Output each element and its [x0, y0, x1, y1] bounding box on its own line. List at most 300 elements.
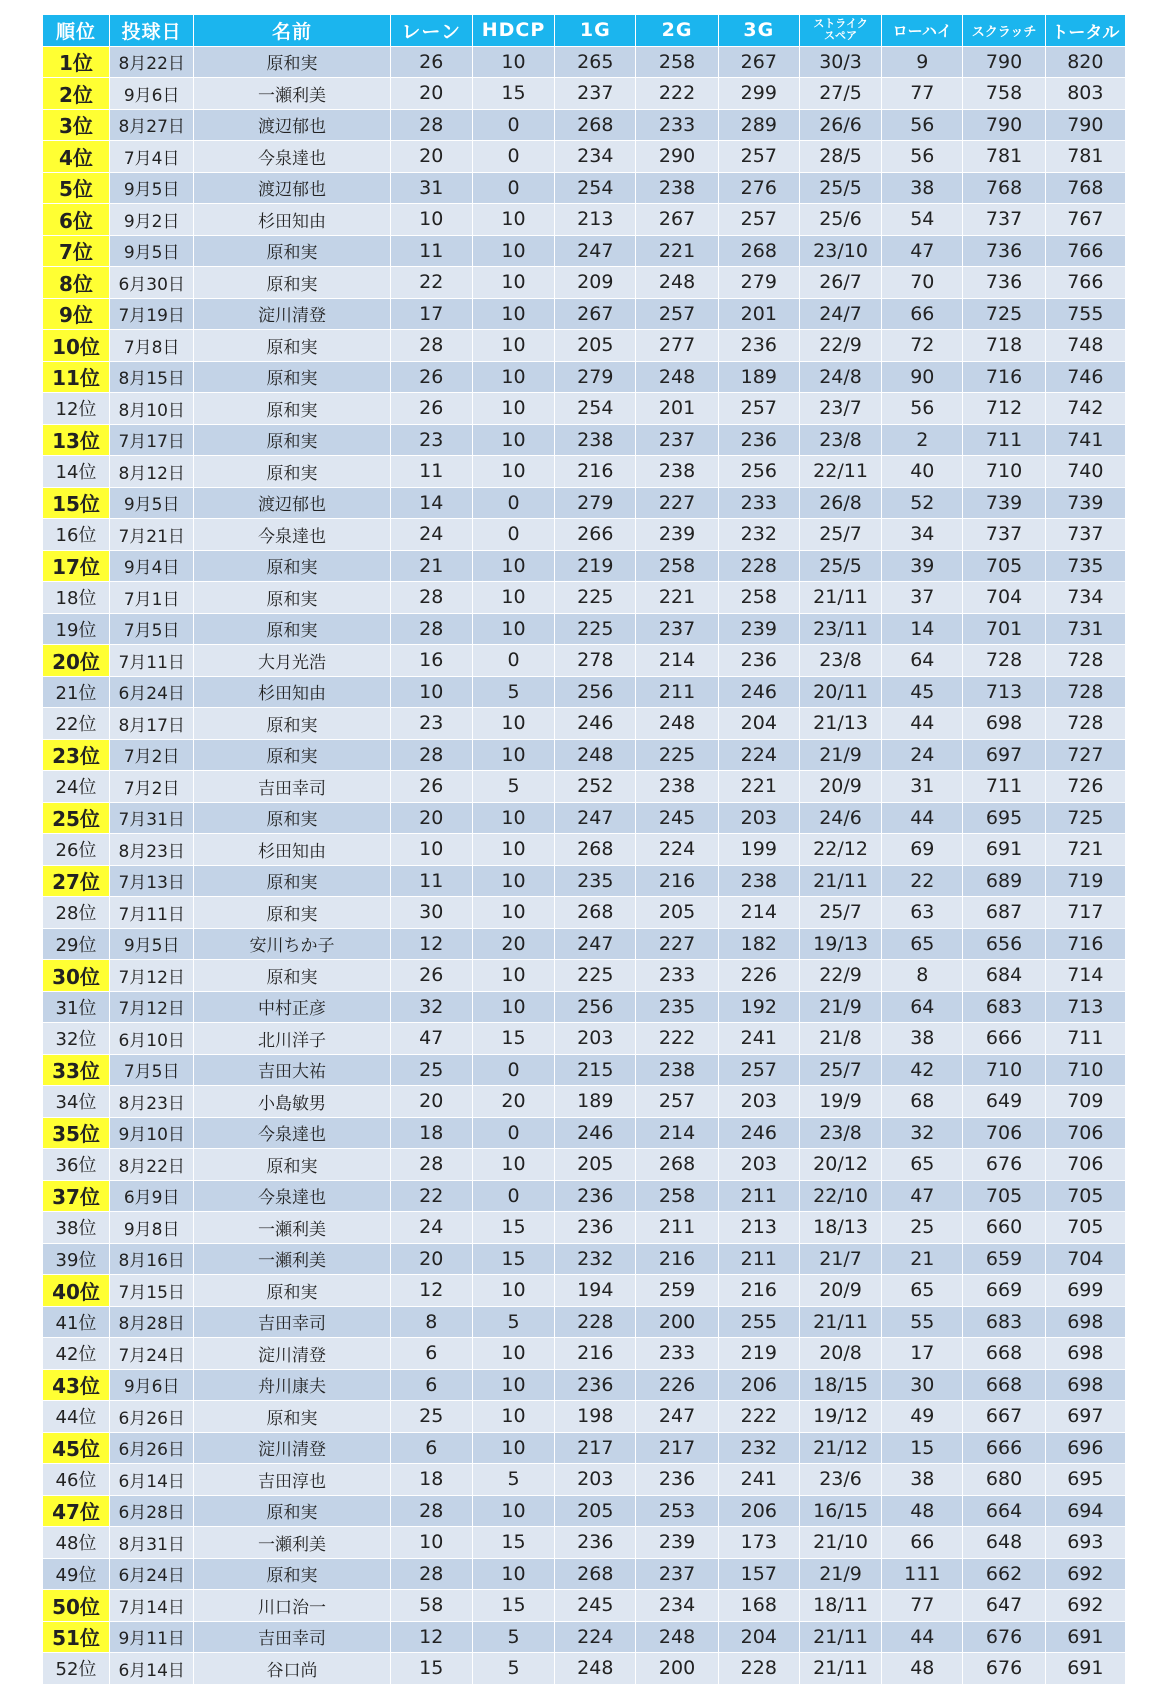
date-cell: 7月12日 — [109, 991, 193, 1023]
name-cell: 原和実 — [194, 582, 390, 614]
low-high-cell: 22 — [882, 865, 963, 897]
date-cell: 9月10日 — [109, 1117, 193, 1149]
rank-cell: 23位 — [43, 739, 109, 771]
name-cell: 今泉達也 — [194, 1117, 390, 1149]
hdcp-cell: 10 — [472, 267, 554, 299]
total-cell: 742 — [1045, 393, 1125, 425]
total-cell: 766 — [1045, 267, 1125, 299]
table-row — [43, 1054, 1126, 1086]
scratch-cell: 701 — [963, 613, 1045, 645]
rank-cell: 5位 — [43, 172, 109, 204]
name-cell: 原和実 — [194, 550, 390, 582]
date-cell: 6月9日 — [109, 1180, 193, 1212]
hdcp-cell: 0 — [472, 1054, 554, 1086]
hdcp-cell: 5 — [472, 676, 554, 708]
game-3-cell: 173 — [718, 1527, 799, 1559]
hdcp-cell: 0 — [472, 487, 554, 519]
table-row — [43, 865, 1126, 897]
game-3-cell: 268 — [718, 235, 799, 267]
game-3-cell: 203 — [718, 1149, 799, 1181]
strike-spare-cell: 20/8 — [799, 1338, 881, 1370]
total-cell: 717 — [1045, 897, 1125, 929]
table-row — [43, 172, 1126, 204]
strike-spare-cell: 22/9 — [799, 960, 881, 992]
date-cell: 6月28日 — [109, 1495, 193, 1527]
name-cell: 原和実 — [194, 267, 390, 299]
strike-spare-cell: 22/9 — [799, 330, 881, 362]
strike-spare-cell: 21/9 — [799, 991, 881, 1023]
scratch-cell: 718 — [963, 330, 1045, 362]
hdcp-cell: 20 — [472, 1086, 554, 1118]
total-cell: 709 — [1045, 1086, 1125, 1118]
game-2-cell: 216 — [636, 1243, 718, 1275]
strike-spare-cell: 20/9 — [799, 1275, 881, 1307]
game-3-cell: 236 — [718, 645, 799, 677]
strike-spare-cell: 25/5 — [799, 172, 881, 204]
total-cell: 790 — [1045, 109, 1125, 141]
game-1-cell: 228 — [555, 1306, 636, 1338]
game-2-cell: 258 — [636, 1180, 718, 1212]
name-cell: 吉田幸司 — [194, 771, 390, 803]
game-3-cell: 258 — [718, 582, 799, 614]
table-row — [43, 393, 1126, 425]
low-high-cell: 47 — [882, 235, 963, 267]
game-1-cell: 216 — [555, 456, 636, 488]
header-game-1: 1G — [555, 15, 636, 46]
game-2-cell: 227 — [636, 928, 718, 960]
date-cell: 7月11日 — [109, 645, 193, 677]
total-cell: 692 — [1045, 1558, 1125, 1590]
rank-cell: 46位 — [43, 1464, 109, 1496]
table-row — [43, 1306, 1126, 1338]
low-high-cell: 65 — [882, 928, 963, 960]
game-1-cell: 237 — [555, 78, 636, 110]
hdcp-cell: 10 — [472, 708, 554, 740]
name-cell: 杉田知由 — [194, 834, 390, 866]
game-1-cell: 279 — [555, 361, 636, 393]
strike-spare-cell: 21/12 — [799, 1432, 881, 1464]
total-cell: 692 — [1045, 1590, 1125, 1622]
low-high-cell: 44 — [882, 708, 963, 740]
game-1-cell: 225 — [555, 582, 636, 614]
game-3-cell: 224 — [718, 739, 799, 771]
lane-cell: 20 — [390, 141, 472, 173]
strike-spare-cell: 22/12 — [799, 834, 881, 866]
game-1-cell: 254 — [555, 393, 636, 425]
total-cell: 728 — [1045, 645, 1125, 677]
game-2-cell: 200 — [636, 1653, 718, 1685]
low-high-cell: 42 — [882, 1054, 963, 1086]
header-scratch: スクラッチ — [963, 15, 1045, 46]
low-high-cell: 40 — [882, 456, 963, 488]
hdcp-cell: 10 — [472, 235, 554, 267]
rank-cell: 2位 — [43, 78, 109, 110]
game-2-cell: 248 — [636, 1621, 718, 1653]
strike-spare-cell: 21/13 — [799, 708, 881, 740]
total-cell: 706 — [1045, 1117, 1125, 1149]
total-cell: 710 — [1045, 1054, 1125, 1086]
rank-cell: 44位 — [43, 1401, 109, 1433]
game-1-cell: 254 — [555, 172, 636, 204]
table-row — [43, 1338, 1126, 1370]
date-cell: 8月23日 — [109, 1086, 193, 1118]
lane-cell: 11 — [390, 456, 472, 488]
table-row — [43, 991, 1126, 1023]
game-3-cell: 246 — [718, 676, 799, 708]
scratch-cell: 691 — [963, 834, 1045, 866]
low-high-cell: 39 — [882, 550, 963, 582]
low-high-cell: 77 — [882, 78, 963, 110]
total-cell: 691 — [1045, 1621, 1125, 1653]
table-row — [43, 1558, 1126, 1590]
lane-cell: 11 — [390, 235, 472, 267]
game-1-cell: 247 — [555, 235, 636, 267]
table-row — [43, 1653, 1126, 1685]
name-cell: 原和実 — [194, 739, 390, 771]
game-3-cell: 256 — [718, 456, 799, 488]
low-high-cell: 38 — [882, 1023, 963, 1055]
date-cell: 8月23日 — [109, 834, 193, 866]
table-row — [43, 1590, 1126, 1622]
scratch-cell: 660 — [963, 1212, 1045, 1244]
header-rank: 順位 — [43, 15, 109, 46]
total-cell: 714 — [1045, 960, 1125, 992]
low-high-cell: 47 — [882, 1180, 963, 1212]
total-cell: 731 — [1045, 613, 1125, 645]
lane-cell: 12 — [390, 1621, 472, 1653]
date-cell: 8月17日 — [109, 708, 193, 740]
date-cell: 8月22日 — [109, 1149, 193, 1181]
hdcp-cell: 10 — [472, 1369, 554, 1401]
hdcp-cell: 15 — [472, 1527, 554, 1559]
date-cell: 8月12日 — [109, 456, 193, 488]
hdcp-cell: 10 — [472, 424, 554, 456]
rank-cell: 21位 — [43, 676, 109, 708]
low-high-cell: 111 — [882, 1558, 963, 1590]
table-row — [43, 1369, 1126, 1401]
rank-cell: 27位 — [43, 865, 109, 897]
table-row — [43, 1117, 1126, 1149]
low-high-cell: 55 — [882, 1306, 963, 1338]
table-row — [43, 897, 1126, 929]
game-3-cell: 204 — [718, 1621, 799, 1653]
game-2-cell: 277 — [636, 330, 718, 362]
table-row — [43, 424, 1126, 456]
game-3-cell: 228 — [718, 550, 799, 582]
scratch-cell: 676 — [963, 1149, 1045, 1181]
game-2-cell: 211 — [636, 1212, 718, 1244]
game-3-cell: 257 — [718, 393, 799, 425]
scratch-cell: 668 — [963, 1338, 1045, 1370]
game-3-cell: 233 — [718, 487, 799, 519]
date-cell: 8月28日 — [109, 1306, 193, 1338]
total-cell: 719 — [1045, 865, 1125, 897]
scratch-cell: 684 — [963, 960, 1045, 992]
table-row — [43, 1086, 1126, 1118]
scratch-cell: 737 — [963, 204, 1045, 236]
table-row — [43, 550, 1126, 582]
scratch-cell: 705 — [963, 550, 1045, 582]
scratch-cell: 669 — [963, 1275, 1045, 1307]
scratch-cell: 790 — [963, 109, 1045, 141]
date-cell: 8月16日 — [109, 1243, 193, 1275]
table-row — [43, 1621, 1126, 1653]
scratch-cell: 737 — [963, 519, 1045, 551]
game-3-cell: 199 — [718, 834, 799, 866]
name-cell: 原和実 — [194, 330, 390, 362]
game-3-cell: 226 — [718, 960, 799, 992]
name-cell: 一瀬利美 — [194, 1527, 390, 1559]
strike-spare-cell: 19/12 — [799, 1401, 881, 1433]
lane-cell: 26 — [390, 960, 472, 992]
strike-spare-cell: 23/8 — [799, 645, 881, 677]
game-1-cell: 213 — [555, 204, 636, 236]
hdcp-cell: 10 — [472, 393, 554, 425]
hdcp-cell: 10 — [472, 46, 554, 78]
rank-cell: 18位 — [43, 582, 109, 614]
lane-cell: 26 — [390, 771, 472, 803]
game-3-cell: 241 — [718, 1464, 799, 1496]
name-cell: 今泉達也 — [194, 519, 390, 551]
game-1-cell: 232 — [555, 1243, 636, 1275]
rank-cell: 7位 — [43, 235, 109, 267]
date-cell: 8月15日 — [109, 361, 193, 393]
strike-spare-cell: 16/15 — [799, 1495, 881, 1527]
lane-cell: 30 — [390, 897, 472, 929]
game-2-cell: 236 — [636, 1464, 718, 1496]
strike-spare-cell: 20/9 — [799, 771, 881, 803]
scratch-cell: 695 — [963, 802, 1045, 834]
game-2-cell: 200 — [636, 1306, 718, 1338]
lane-cell: 8 — [390, 1306, 472, 1338]
game-1-cell: 266 — [555, 519, 636, 551]
date-cell: 6月14日 — [109, 1464, 193, 1496]
table-row — [43, 1401, 1126, 1433]
lane-cell: 26 — [390, 393, 472, 425]
hdcp-cell: 0 — [472, 1180, 554, 1212]
table-row — [43, 739, 1126, 771]
game-2-cell: 248 — [636, 708, 718, 740]
total-cell: 721 — [1045, 834, 1125, 866]
total-cell: 755 — [1045, 298, 1125, 330]
scratch-cell: 758 — [963, 78, 1045, 110]
rank-cell: 32位 — [43, 1023, 109, 1055]
name-cell: 原和実 — [194, 1401, 390, 1433]
rank-cell: 8位 — [43, 267, 109, 299]
name-cell: 杉田知由 — [194, 676, 390, 708]
strike-spare-cell: 24/8 — [799, 361, 881, 393]
scratch-cell: 656 — [963, 928, 1045, 960]
table-row — [43, 928, 1126, 960]
name-cell: 原和実 — [194, 1558, 390, 1590]
rank-cell: 37位 — [43, 1180, 109, 1212]
rank-cell: 6位 — [43, 204, 109, 236]
total-cell: 739 — [1045, 487, 1125, 519]
lane-cell: 23 — [390, 708, 472, 740]
game-1-cell: 235 — [555, 865, 636, 897]
game-3-cell: 203 — [718, 802, 799, 834]
game-3-cell: 241 — [718, 1023, 799, 1055]
lane-cell: 22 — [390, 1180, 472, 1212]
hdcp-cell: 0 — [472, 519, 554, 551]
game-2-cell: 214 — [636, 645, 718, 677]
total-cell: 766 — [1045, 235, 1125, 267]
hdcp-cell: 5 — [472, 1464, 554, 1496]
total-cell: 735 — [1045, 550, 1125, 582]
game-1-cell: 205 — [555, 1149, 636, 1181]
date-cell: 7月5日 — [109, 1054, 193, 1086]
strike-spare-cell: 25/7 — [799, 1054, 881, 1086]
lane-cell: 10 — [390, 834, 472, 866]
game-3-cell: 228 — [718, 1653, 799, 1685]
low-high-cell: 44 — [882, 802, 963, 834]
table-row — [43, 645, 1126, 677]
header-date: 投球日 — [109, 15, 193, 46]
hdcp-cell: 10 — [472, 960, 554, 992]
date-cell: 7月2日 — [109, 739, 193, 771]
game-3-cell: 213 — [718, 1212, 799, 1244]
table-row — [43, 1243, 1126, 1275]
date-cell: 9月5日 — [109, 487, 193, 519]
header-lane: レーン — [390, 15, 472, 46]
strike-spare-cell: 26/6 — [799, 109, 881, 141]
strike-spare-cell: 24/7 — [799, 298, 881, 330]
name-cell: 原和実 — [194, 960, 390, 992]
name-cell: 原和実 — [194, 865, 390, 897]
name-cell: 原和実 — [194, 708, 390, 740]
game-2-cell: 237 — [636, 424, 718, 456]
low-high-cell: 66 — [882, 298, 963, 330]
date-cell: 6月26日 — [109, 1401, 193, 1433]
game-3-cell: 289 — [718, 109, 799, 141]
lane-cell: 28 — [390, 109, 472, 141]
strike-spare-cell: 23/8 — [799, 424, 881, 456]
strike-spare-cell: 21/11 — [799, 865, 881, 897]
strike-spare-cell: 25/7 — [799, 519, 881, 551]
rank-cell: 22位 — [43, 708, 109, 740]
strike-spare-cell: 22/10 — [799, 1180, 881, 1212]
rank-cell: 47位 — [43, 1495, 109, 1527]
rank-cell: 20位 — [43, 645, 109, 677]
lane-cell: 28 — [390, 1558, 472, 1590]
lane-cell: 28 — [390, 613, 472, 645]
game-2-cell: 290 — [636, 141, 718, 173]
date-cell: 7月14日 — [109, 1590, 193, 1622]
game-2-cell: 248 — [636, 267, 718, 299]
hdcp-cell: 5 — [472, 771, 554, 803]
hdcp-cell: 0 — [472, 1117, 554, 1149]
game-1-cell: 236 — [555, 1212, 636, 1244]
low-high-cell: 9 — [882, 46, 963, 78]
low-high-cell: 56 — [882, 393, 963, 425]
game-3-cell: 232 — [718, 1432, 799, 1464]
rank-cell: 43位 — [43, 1369, 109, 1401]
rank-cell: 14位 — [43, 456, 109, 488]
game-2-cell: 238 — [636, 1054, 718, 1086]
scratch-cell: 668 — [963, 1369, 1045, 1401]
name-cell: 原和実 — [194, 235, 390, 267]
game-1-cell: 279 — [555, 487, 636, 519]
date-cell: 8月10日 — [109, 393, 193, 425]
game-2-cell: 258 — [636, 46, 718, 78]
lane-cell: 28 — [390, 330, 472, 362]
hdcp-cell: 10 — [472, 298, 554, 330]
rank-cell: 40位 — [43, 1275, 109, 1307]
low-high-cell: 34 — [882, 519, 963, 551]
game-1-cell: 268 — [555, 897, 636, 929]
rank-cell: 48位 — [43, 1527, 109, 1559]
game-1-cell: 189 — [555, 1086, 636, 1118]
hdcp-cell: 5 — [472, 1621, 554, 1653]
lane-cell: 47 — [390, 1023, 472, 1055]
game-1-cell: 215 — [555, 1054, 636, 1086]
date-cell: 7月31日 — [109, 802, 193, 834]
total-cell: 741 — [1045, 424, 1125, 456]
game-3-cell: 211 — [718, 1180, 799, 1212]
game-2-cell: 248 — [636, 361, 718, 393]
game-3-cell: 204 — [718, 708, 799, 740]
game-3-cell: 168 — [718, 1590, 799, 1622]
strike-spare-cell: 24/6 — [799, 802, 881, 834]
game-2-cell: 222 — [636, 78, 718, 110]
game-2-cell: 268 — [636, 1149, 718, 1181]
total-cell: 734 — [1045, 582, 1125, 614]
game-2-cell: 217 — [636, 1432, 718, 1464]
lane-cell: 10 — [390, 204, 472, 236]
hdcp-cell: 10 — [472, 1558, 554, 1590]
table-row — [43, 771, 1126, 803]
date-cell: 8月31日 — [109, 1527, 193, 1559]
hdcp-cell: 10 — [472, 1401, 554, 1433]
game-1-cell: 252 — [555, 771, 636, 803]
table-row — [43, 141, 1126, 173]
lane-cell: 16 — [390, 645, 472, 677]
game-3-cell: 255 — [718, 1306, 799, 1338]
lane-cell: 20 — [390, 802, 472, 834]
header-name: 名前 — [194, 15, 390, 46]
game-3-cell: 257 — [718, 1054, 799, 1086]
game-3-cell: 203 — [718, 1086, 799, 1118]
strike-spare-cell: 23/11 — [799, 613, 881, 645]
rank-cell: 9位 — [43, 298, 109, 330]
strike-spare-cell: 20/12 — [799, 1149, 881, 1181]
hdcp-cell: 10 — [472, 865, 554, 897]
rank-cell: 16位 — [43, 519, 109, 551]
strike-spare-cell: 19/9 — [799, 1086, 881, 1118]
lane-cell: 25 — [390, 1401, 472, 1433]
table-row — [43, 204, 1126, 236]
game-1-cell: 203 — [555, 1464, 636, 1496]
table-row — [43, 235, 1126, 267]
game-2-cell: 238 — [636, 456, 718, 488]
game-2-cell: 235 — [636, 991, 718, 1023]
name-cell: 舟川康夫 — [194, 1369, 390, 1401]
lane-cell: 10 — [390, 676, 472, 708]
scratch-cell: 712 — [963, 393, 1045, 425]
hdcp-cell: 10 — [472, 897, 554, 929]
scratch-cell: 736 — [963, 235, 1045, 267]
low-high-cell: 49 — [882, 1401, 963, 1433]
hdcp-cell: 10 — [472, 1338, 554, 1370]
game-3-cell: 221 — [718, 771, 799, 803]
name-cell: 安川ちか子 — [194, 928, 390, 960]
game-2-cell: 258 — [636, 550, 718, 582]
scratch-cell: 705 — [963, 1180, 1045, 1212]
game-3-cell: 216 — [718, 1275, 799, 1307]
game-2-cell: 239 — [636, 1527, 718, 1559]
total-cell: 746 — [1045, 361, 1125, 393]
table-row — [43, 802, 1126, 834]
